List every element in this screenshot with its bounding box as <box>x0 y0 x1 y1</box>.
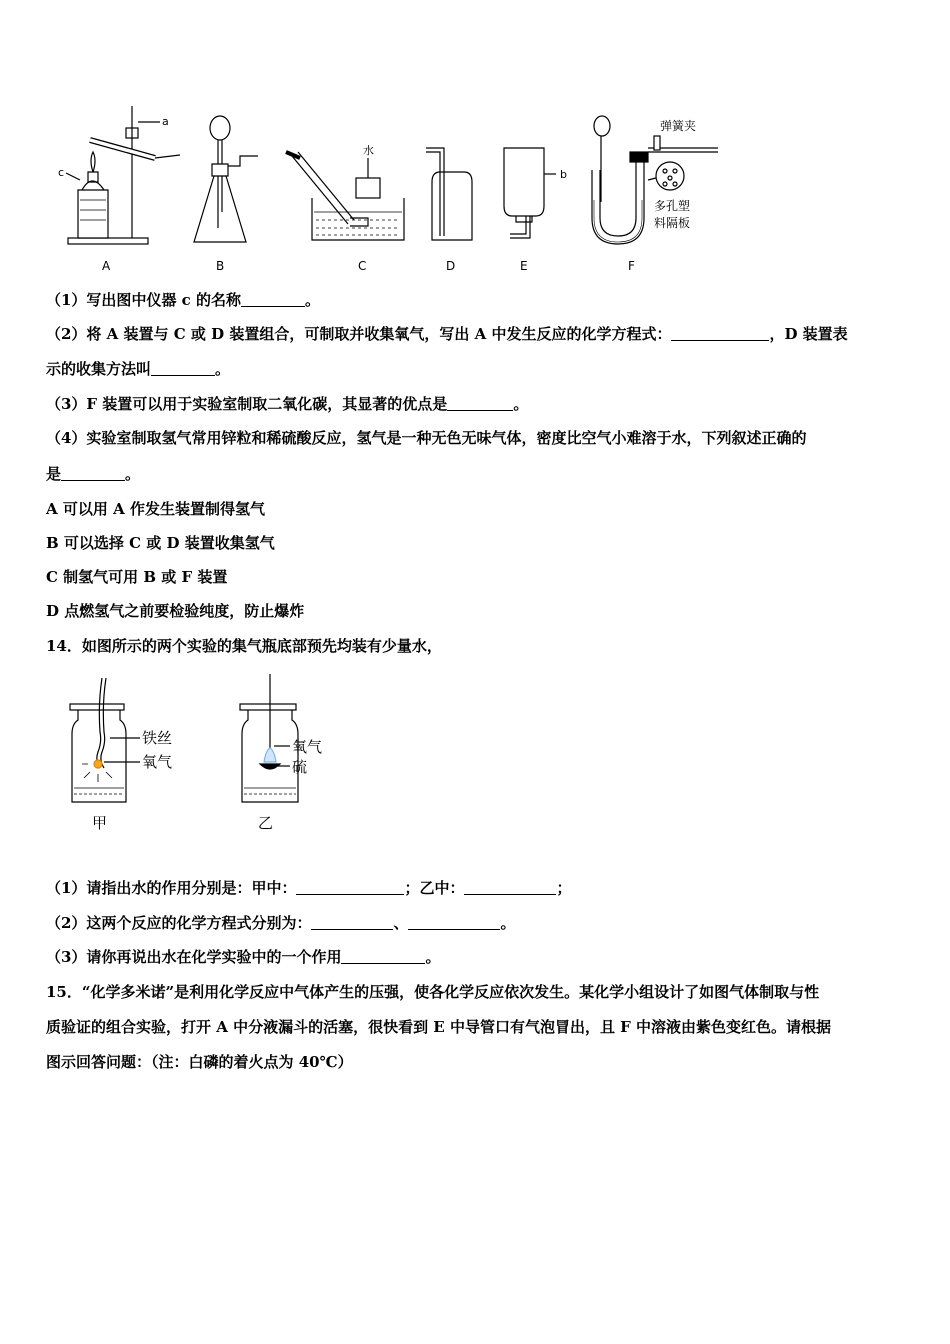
yi-label: 乙 <box>258 814 274 832</box>
jia-label: 甲 <box>92 814 108 832</box>
answer-blank[interactable] <box>671 326 769 341</box>
apparatus-figure <box>50 100 730 278</box>
answer-blank[interactable] <box>447 396 513 411</box>
callout-b: b <box>560 168 567 181</box>
answer-blank[interactable] <box>296 880 404 895</box>
answer-blank[interactable] <box>341 949 425 964</box>
punct: 。 <box>215 360 231 378</box>
punct: 。 <box>425 948 441 966</box>
label-d: D <box>446 259 456 273</box>
q14-part3 <box>46 946 440 967</box>
jar-yi <box>240 674 298 802</box>
punct: 。 <box>513 395 529 413</box>
punct: 、 <box>393 914 409 932</box>
spring-clip-label: 弹簧夹 <box>660 119 697 133</box>
option-c[interactable] <box>46 566 227 587</box>
punct: 。 <box>305 291 321 309</box>
q13-p2b-text: ，D 装置表 <box>769 325 848 343</box>
answer-blank[interactable] <box>464 880 556 895</box>
q14-p3-text: （3）请你再说出水在化学实验中的一个作用 <box>46 948 342 966</box>
q13-part2 <box>46 323 848 344</box>
q13-p4a-text: （4）实验室制取氢气常用锌粒和稀硫酸反应，氢气是一种无色无味气体，密度比空气小难溶于水，下列叙述正确的 <box>46 429 807 447</box>
option-a-text: A 可以用 A 作发生装置制得氢气 <box>46 500 265 518</box>
q14-p1b-text: ；乙中： <box>404 879 465 897</box>
label-b: B <box>216 259 225 273</box>
q13-p2a-text: （2）将 A 装置与 C 或 D 装置组合，可制取并收集氧气，写出 A 中发生反应的化学方程式： <box>46 325 672 343</box>
sulfur-label: 硫 <box>292 758 308 776</box>
answer-blank[interactable] <box>311 915 393 930</box>
porous-plate-label-2: 料隔板 <box>654 216 691 230</box>
label-e: E <box>520 259 528 273</box>
apparatus-b <box>194 116 258 242</box>
q13-part2-cont <box>46 358 230 379</box>
q13-p4b-text: 是 <box>46 465 62 483</box>
q13-part4 <box>46 427 806 448</box>
q15-line1 <box>46 981 819 1002</box>
oxygen-label-jia: 氧气 <box>142 753 173 771</box>
option-d[interactable] <box>46 600 304 621</box>
option-d-text: D 点燃氢气之前要检验纯度，防止爆炸 <box>46 602 305 620</box>
q13-part1 <box>46 289 320 310</box>
option-a[interactable] <box>46 498 265 519</box>
punct: 。 <box>125 465 141 483</box>
porous-plate-label-1: 多孔塑 <box>654 199 691 213</box>
apparatus-d <box>426 148 472 240</box>
q14-part2 <box>46 912 515 933</box>
q15-l1-text: 15．“化学多米诺”是利用化学反应中气体产生的压强，使各化学反应依次发生。某化学小组设计了如图气体制取与性 <box>46 983 820 1001</box>
apparatus-c <box>286 152 404 240</box>
q15-l3-text: 图示回答问题：（注：白磷的着火点为 40℃） <box>46 1053 353 1071</box>
punct: ； <box>556 879 572 897</box>
punct: 。 <box>500 914 516 932</box>
q13-part4-cont <box>46 463 140 484</box>
q15-l2-text: 质验证的组合实验，打开 A 中分液漏斗的活塞，很快看到 E 中导管口有气泡冒出，且 F 中溶液由紫色变红色。请根据 <box>46 1018 832 1036</box>
q13-p3-text: （3）F 装置可以用于实验室制取二氧化碳，其显著的优点是 <box>46 395 448 413</box>
q15-line3 <box>46 1051 353 1072</box>
label-a: A <box>102 259 111 273</box>
q13-p2c-text: 示的收集方法叫 <box>46 360 152 378</box>
callout-c: c <box>58 166 65 179</box>
answer-blank[interactable] <box>408 915 500 930</box>
q14-stem-text: 14．如图所示的两个实验的集气瓶底部预先均装有少量水， <box>46 637 442 655</box>
q13-p1-text: （1）写出图中仪器 c 的名称 <box>46 291 242 309</box>
jar-jia <box>70 678 126 802</box>
q14-part1 <box>46 877 571 898</box>
q14-p2-text: （2）这两个反应的化学方程式分别为： <box>46 914 312 932</box>
apparatus-e <box>504 148 556 238</box>
q13-part3 <box>46 393 528 414</box>
label-f: F <box>628 259 635 273</box>
q15-line2 <box>46 1016 831 1037</box>
q14-p1a-text: （1）请指出水的作用分别是：甲中： <box>46 879 297 897</box>
iron-wire-label: 铁丝 <box>142 729 173 747</box>
label-c: C <box>358 259 367 273</box>
water-label: 水 <box>363 144 374 157</box>
answer-blank[interactable] <box>61 466 125 481</box>
option-b[interactable] <box>46 532 275 553</box>
option-c-text: C 制氢气可用 B 或 F 装置 <box>46 568 228 586</box>
q14-stem <box>46 635 442 656</box>
option-b-text: B 可以选择 C 或 D 装置收集氢气 <box>46 534 275 552</box>
combustion-figure <box>60 668 360 840</box>
oxygen-label-yi: 氧气 <box>292 738 323 756</box>
callout-a: a <box>162 115 169 128</box>
answer-blank[interactable] <box>241 292 305 307</box>
answer-blank[interactable] <box>151 361 215 376</box>
